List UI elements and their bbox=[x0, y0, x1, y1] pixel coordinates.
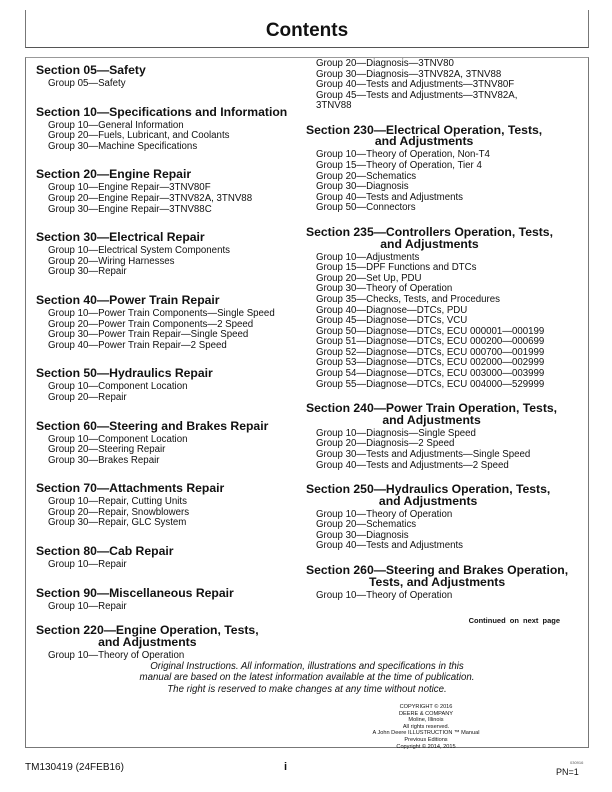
section-heading-line: Tests, and Adjustments bbox=[369, 574, 506, 589]
contents-box bbox=[25, 57, 589, 748]
date-code: 030916 bbox=[570, 760, 584, 765]
copyright-line: Previous Editions bbox=[404, 736, 448, 743]
toc-group-entry[interactable]: Group 30—Engine Repair—3TNV88C bbox=[48, 203, 212, 215]
copyright-line: Copyright © 2014, 2015 bbox=[396, 743, 456, 750]
toc-group-entry[interactable]: Group 10—Electrical System Components bbox=[48, 245, 230, 257]
section-heading-line: Section 260—Steering and Brakes Operation, bbox=[306, 563, 569, 577]
section-heading bbox=[36, 483, 224, 495]
toc-group-entry[interactable]: Group 10—Repair, Cutting Units bbox=[48, 496, 187, 508]
section-heading-line: Section 20—Engine Repair bbox=[36, 167, 192, 182]
toc-group-entry[interactable]: Group 20—Repair, Snowblowers bbox=[48, 506, 190, 518]
section-heading-line: and Adjustments bbox=[98, 634, 197, 649]
toc-group-entry[interactable]: Group 35—Checks, Tests, and Procedures bbox=[316, 293, 500, 305]
toc-group-entry[interactable]: Group 10—General Information bbox=[48, 119, 184, 131]
toc-section bbox=[306, 484, 581, 552]
toc-group-entry[interactable]: Group 10—Theory of Operation bbox=[316, 589, 453, 601]
section-heading bbox=[36, 232, 205, 244]
toc-section bbox=[306, 403, 581, 471]
section-heading bbox=[306, 484, 550, 507]
copyright-line: DEERE & COMPANY bbox=[399, 710, 453, 717]
toc-section bbox=[36, 542, 306, 571]
section-heading bbox=[36, 368, 213, 380]
section-heading bbox=[36, 546, 174, 558]
toc-group-entry[interactable]: Group 45—Tests and Adjustments—3TNV82A, bbox=[316, 89, 518, 101]
toc-section bbox=[36, 291, 306, 351]
toc-section bbox=[36, 479, 306, 529]
toc-group-entry[interactable]: Group 10—Diagnosis—Single Speed bbox=[316, 427, 476, 439]
toc-group-entry[interactable]: Group 55—Diagnose—DTCs, ECU 004000—529999 bbox=[316, 378, 545, 390]
section-heading-line: Section 10—Specifications and Information bbox=[36, 104, 288, 119]
toc-group-entry[interactable]: Group 40—Tests and Adjustments bbox=[316, 191, 464, 203]
page-title: Contents bbox=[265, 20, 349, 41]
toc-group-entry[interactable]: Group 53—Diagnose—DTCs, ECU 002000—002999 bbox=[316, 357, 545, 369]
toc-group-entry[interactable]: Group 10—Theory of Operation, Non-T4 bbox=[316, 149, 490, 161]
header bbox=[25, 10, 589, 48]
section-heading-line: Section 240—Power Train Operation, Tests, bbox=[306, 401, 558, 416]
toc-group-entry[interactable]: Group 30—Diagnosis—3TNV82A, 3TNV88 bbox=[316, 68, 502, 80]
section-heading-line: and Adjustments bbox=[374, 134, 474, 149]
toc-group-entry[interactable]: Group 20—Fuels, Lubricant, and Coolants bbox=[48, 130, 230, 142]
toc-group-entry[interactable]: Group 20—Diagnosis—3TNV80 bbox=[316, 58, 454, 69]
toc-section bbox=[36, 61, 306, 90]
toc-group-entry[interactable]: Group 50—Connectors bbox=[316, 202, 416, 214]
section-heading-line: Section 50—Hydraulics Repair bbox=[36, 366, 213, 381]
section-heading-line: and Adjustments bbox=[380, 236, 479, 251]
toc-group-entry[interactable]: Group 30—Diagnosis bbox=[316, 529, 409, 541]
toc-section bbox=[36, 165, 306, 215]
toc-group-entry[interactable]: Group 30—Machine Specifications bbox=[48, 140, 198, 152]
toc-group-entry[interactable]: Group 40—Power Train Repair—2 Speed bbox=[48, 339, 227, 351]
section-heading-line: Section 220—Engine Operation, Tests, bbox=[36, 623, 259, 638]
toc-group-entry[interactable]: Group 20—Schematics bbox=[316, 519, 417, 531]
toc-group-entry[interactable]: Group 10—Engine Repair—3TNV80F bbox=[48, 182, 211, 194]
toc-group-entry[interactable]: Group 30—Repair, GLC System bbox=[48, 517, 187, 529]
section-heading bbox=[306, 227, 553, 250]
toc-group-entry-wrap: 3TNV88 bbox=[316, 100, 352, 112]
section-heading-line: Section 250—Hydraulics Operation, Tests, bbox=[306, 482, 551, 497]
toc-group-entry[interactable]: Group 52—Diagnose—DTCs, ECU 000700—001999 bbox=[316, 346, 545, 358]
toc-group-entry[interactable]: Group 54—Diagnose—DTCs, ECU 003000—003999 bbox=[316, 368, 545, 380]
toc-group-entry[interactable]: Group 40—Tests and Adjustments bbox=[316, 540, 464, 552]
left-column bbox=[36, 58, 306, 661]
toc-section bbox=[36, 417, 306, 467]
toc-section bbox=[36, 584, 306, 613]
section-heading bbox=[36, 65, 146, 77]
pn-label: PN=1 bbox=[556, 767, 579, 777]
toc-section bbox=[306, 122, 581, 214]
toc-group-entry[interactable]: Group 20—Power Train Components—2 Speed bbox=[48, 318, 254, 330]
section-heading-line: Section 60—Steering and Brakes Repair bbox=[36, 418, 269, 433]
toc-group-entry[interactable]: Group 30—Theory of Operation bbox=[316, 283, 453, 295]
toc-group-entry[interactable]: Group 50—Diagnose—DTCs, ECU 000001—000199 bbox=[316, 325, 545, 337]
toc-group-entry[interactable]: Group 20—Repair bbox=[48, 391, 127, 403]
section-heading bbox=[36, 625, 259, 648]
toc-section bbox=[36, 364, 306, 403]
copyright-line: Moline, Illinois bbox=[408, 717, 444, 724]
toc-group-entry[interactable]: Group 30—Brakes Repair bbox=[48, 454, 160, 466]
toc-section bbox=[306, 565, 581, 601]
copyright-block bbox=[356, 704, 496, 750]
document-id: TM130419 (24FEB16) bbox=[25, 762, 124, 773]
toc-group-entry[interactable]: Group 30—Power Train Repair—Single Speed bbox=[48, 329, 249, 341]
section-heading bbox=[36, 169, 191, 181]
section-heading bbox=[306, 403, 557, 426]
copyright-line: COPYRIGHT © 2016 bbox=[399, 704, 453, 710]
toc-group-entry[interactable]: Group 10—Component Location bbox=[48, 381, 188, 393]
section-heading-line: Section 05—Safety bbox=[36, 63, 146, 77]
toc-group-entry[interactable]: Group 30—Tests and Adjustments—Single Speed bbox=[316, 448, 531, 460]
original-instructions bbox=[26, 661, 588, 695]
toc-group-entry[interactable]: Group 15—DPF Functions and DTCs bbox=[316, 262, 477, 274]
toc-group-entry[interactable]: Group 40—Diagnose—DTCs, PDU bbox=[316, 304, 468, 316]
toc-group-entry[interactable]: Group 20—Diagnosis—2 Speed bbox=[316, 438, 455, 450]
toc-section bbox=[36, 228, 306, 278]
section-heading bbox=[36, 585, 234, 600]
toc-section bbox=[306, 227, 581, 390]
instructions-line: The right is reserved to make changes at any time without notice. bbox=[167, 683, 447, 695]
toc-group-entry[interactable]: Group 30—Diagnosis bbox=[316, 181, 409, 193]
toc-group-entry[interactable]: Group 40—Tests and Adjustments—3TNV80F bbox=[316, 79, 515, 91]
toc-group-entry[interactable]: Group 30—Repair bbox=[48, 266, 127, 278]
section-heading-line: and Adjustments bbox=[382, 412, 481, 427]
toc-group-entry[interactable]: Group 10—Repair bbox=[48, 559, 127, 571]
toc-group-entry[interactable]: Group 10—Adjustments bbox=[316, 251, 420, 263]
instructions-line: manual are based on the latest information available at the time of publication. bbox=[139, 672, 475, 684]
section-heading-line: Section 80—Cab Repair bbox=[36, 544, 174, 559]
toc-group-entry[interactable]: Group 20—Steering Repair bbox=[48, 444, 166, 456]
page-number: i bbox=[284, 761, 288, 773]
section-heading-line: Section 30—Electrical Repair bbox=[36, 230, 205, 245]
toc-group-entry[interactable]: Group 15—Theory of Operation, Tier 4 bbox=[316, 160, 482, 172]
toc-group-entry[interactable]: Group 10—Theory of Operation bbox=[48, 649, 185, 661]
toc-group-entry[interactable]: Group 10—Theory of Operation bbox=[316, 508, 453, 520]
continued-section-groups bbox=[306, 59, 581, 112]
copyright-line: All rights reserved. bbox=[402, 723, 450, 730]
toc-group-entry[interactable]: Group 45—Diagnose—DTCs, VCU bbox=[316, 315, 468, 327]
toc-group-entry[interactable]: Group 05—Safety bbox=[48, 78, 126, 89]
toc-group-entry[interactable]: Group 20—Schematics bbox=[316, 170, 417, 182]
toc-section bbox=[36, 103, 306, 153]
section-heading-line: Section 235—Controllers Operation, Tests, bbox=[306, 225, 553, 240]
continued-note: Continued on next page bbox=[468, 616, 560, 625]
toc-group-entry[interactable]: Group 51—Diagnose—DTCs, ECU 000200—000699 bbox=[316, 336, 545, 348]
toc-group-entry[interactable]: Group 20—Set Up, PDU bbox=[316, 272, 422, 284]
section-heading-line: Section 230—Electrical Operation, Tests, bbox=[306, 122, 543, 137]
section-heading bbox=[36, 104, 288, 119]
section-heading bbox=[306, 565, 568, 588]
right-column bbox=[306, 59, 581, 601]
section-heading-line: Section 70—Attachments Repair bbox=[36, 481, 225, 496]
toc-group-entry[interactable]: Group 40—Tests and Adjustments—2 Speed bbox=[316, 459, 509, 471]
section-heading bbox=[36, 418, 269, 433]
toc-group-entry[interactable]: Group 20—Engine Repair—3TNV82A, 3TNV88 bbox=[48, 192, 253, 204]
section-heading bbox=[306, 122, 543, 149]
toc-group-entry[interactable]: Group 10—Power Train Components—Single Speed bbox=[48, 307, 275, 319]
toc-group-entry[interactable]: Group 10—Repair bbox=[48, 600, 127, 612]
section-heading-line: Section 90—Miscellaneous Repair bbox=[36, 585, 234, 600]
copyright-line: A John Deere ILLUSTRUCTION ™ Manual bbox=[372, 730, 480, 737]
section-heading bbox=[36, 292, 220, 307]
instructions-line: Original Instructions. All information, illustrations and specifications in this bbox=[150, 661, 464, 672]
section-heading-line: and Adjustments bbox=[378, 493, 478, 508]
section-heading-line: Section 40—Power Train Repair bbox=[36, 292, 220, 307]
toc-group-entry[interactable]: Group 20—Wiring Harnesses bbox=[48, 255, 175, 267]
toc-group-entry[interactable]: Group 10—Component Location bbox=[48, 433, 188, 445]
toc-section bbox=[36, 625, 306, 661]
